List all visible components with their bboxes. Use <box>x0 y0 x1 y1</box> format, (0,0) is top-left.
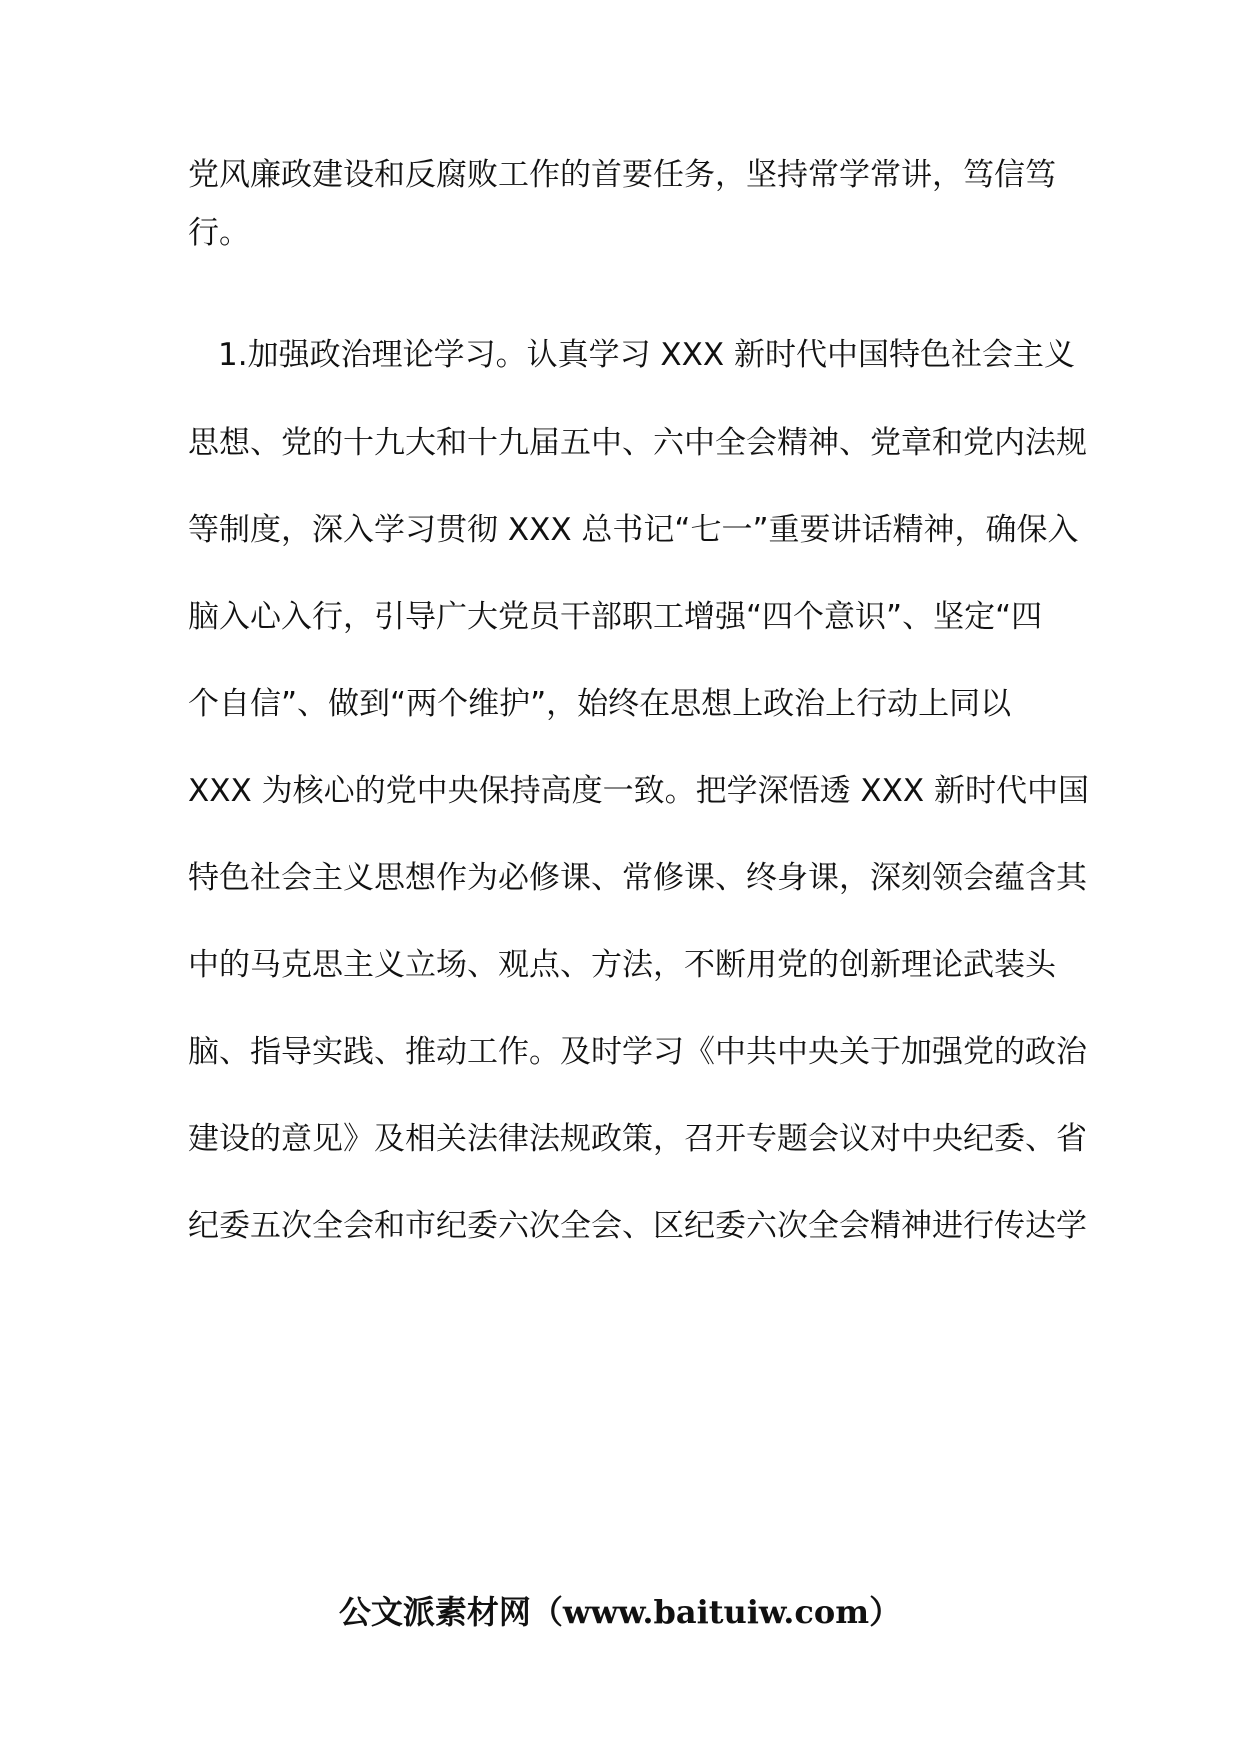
body-text-line: 脑、指导实践、推动工作。及时学习《中共中央关于加强党的政治 <box>188 1034 1087 1070</box>
body-text-line: XXX 为核心的党中央保持高度一致。把学深悟透 XXX 新时代中国 <box>188 773 1089 809</box>
body-text-line: 党风廉政建设和反腐败工作的首要任务，坚持常学常讲，笃信笃 <box>188 157 1056 193</box>
body-text-line: 中的马克思主义立场、观点、方法，不断用党的创新理论武装头 <box>188 947 1056 983</box>
body-text-line: 等制度，深入学习贯彻 XXX 总书记“七一”重要讲话精神，确保入 <box>188 512 1079 548</box>
body-text-line: 脑入心入行，引导广大党员干部职工增强“四个意识”、坚定“四 <box>188 599 1043 635</box>
footer-watermark: 公文派素材网（www.baituiw.com） <box>338 1593 902 1631</box>
body-text-line: 思想、党的十九大和十九届五中、六中全会精神、党章和党内法规 <box>188 425 1087 461</box>
body-text-line: 1.加强政治理论学习。认真学习 XXX 新时代中国特色社会主义 <box>218 337 1075 373</box>
body-text-line: 个自信”、做到“两个维护”，始终在思想上政治上行动上同以 <box>188 686 1012 722</box>
body-text-line: 特色社会主义思想作为必修课、常修课、终身课，深刻领会蕴含其 <box>188 860 1087 896</box>
body-text-line: 建设的意见》及相关法律法规政策，召开专题会议对中央纪委、省 <box>188 1121 1087 1157</box>
body-text-line: 纪委五次全会和市纪委六次全会、区纪委六次全会精神进行传达学 <box>188 1208 1087 1244</box>
body-text-line: 行。 <box>188 215 250 251</box>
